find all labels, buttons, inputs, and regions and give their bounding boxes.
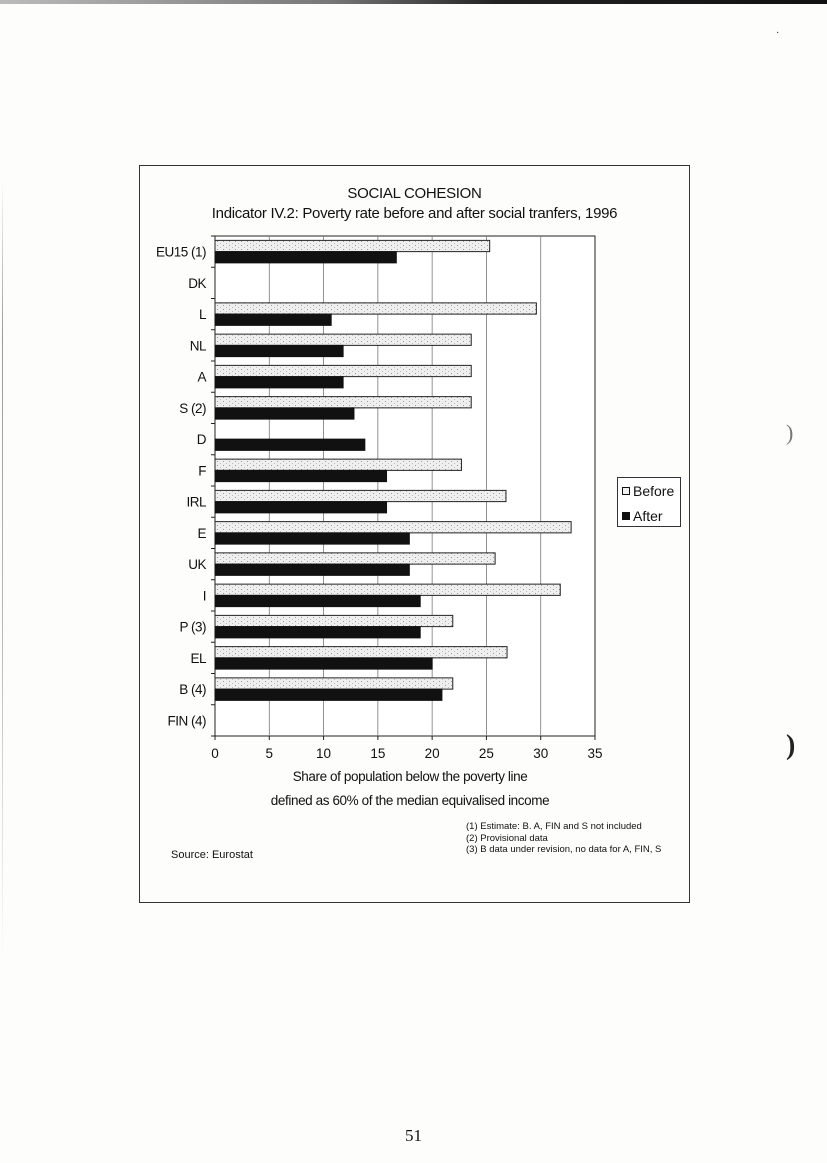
legend-item-after <box>622 507 663 525</box>
scan-speck: ) <box>786 730 796 761</box>
bar-after-2 <box>215 314 331 325</box>
legend-swatch-after <box>622 512 630 520</box>
y-tick-label: DK <box>188 275 206 291</box>
bar-after-6 <box>215 439 365 450</box>
y-tick-label: FIN (4) <box>167 713 206 729</box>
x-tick-label: 25 <box>478 746 494 761</box>
bar-after-14 <box>215 689 442 700</box>
y-tick-label: E <box>197 525 206 541</box>
y-tick-label: D <box>196 432 206 448</box>
scan-speck: · <box>776 28 780 39</box>
x-tick-label: 30 <box>533 746 549 761</box>
bar-after-8 <box>215 502 387 513</box>
y-tick-label: A <box>197 369 206 385</box>
y-tick-label: L <box>198 307 206 323</box>
bar-before-3 <box>215 334 471 345</box>
x-axis-label-line2: defined as 60% of the median equivalised income <box>270 793 550 808</box>
legend-label-after: After <box>633 508 663 524</box>
y-tick-label: I <box>202 588 206 604</box>
bar-before-0 <box>215 240 490 251</box>
bar-before-9 <box>215 522 571 533</box>
bar-after-13 <box>215 658 432 669</box>
footnote-1: (1) Estimate: B. A, FIN and S not included <box>466 821 642 832</box>
bar-before-11 <box>215 584 560 595</box>
y-tick-label: EL <box>190 650 206 666</box>
x-tick-label: 5 <box>265 746 274 761</box>
x-tick-label: 35 <box>587 746 603 761</box>
y-tick-label: P (3) <box>179 619 206 635</box>
plot-area <box>156 236 603 761</box>
x-axis-label: Share of population below the poverty line <box>292 769 528 784</box>
legend-swatch-before <box>622 487 630 495</box>
x-tick-label: 15 <box>370 746 386 761</box>
source-note: Source: Eurostat <box>171 849 253 861</box>
bar-after-12 <box>215 627 420 638</box>
bar-after-0 <box>215 252 396 263</box>
footnote-2: (2) Provisional data <box>466 832 548 844</box>
y-tick-label: F <box>198 463 206 479</box>
bar-after-4 <box>215 377 343 388</box>
chart-title: SOCIAL COHESION <box>347 185 482 202</box>
bar-before-8 <box>215 490 506 501</box>
scan-speck: ) <box>786 420 794 445</box>
y-tick-label: UK <box>188 557 206 573</box>
page-number: 51 <box>405 1126 422 1145</box>
y-tick-label: S (2) <box>179 400 206 416</box>
bar-before-7 <box>215 459 461 470</box>
bar-before-4 <box>215 365 471 376</box>
x-tick-label: 0 <box>211 746 219 761</box>
bar-before-14 <box>215 678 453 689</box>
chart-legend <box>617 477 681 527</box>
legend-item-before <box>622 482 674 500</box>
y-tick-label: B (4) <box>179 682 206 698</box>
y-tick-label: IRL <box>186 494 206 510</box>
bar-before-10 <box>215 553 495 564</box>
bar-after-11 <box>215 595 420 606</box>
bar-before-12 <box>215 615 453 626</box>
bar-before-2 <box>215 303 536 314</box>
legend-label-before: Before <box>633 483 675 499</box>
bar-before-13 <box>215 647 507 658</box>
bar-before-5 <box>215 397 471 408</box>
bar-after-5 <box>215 408 354 419</box>
bar-after-3 <box>215 345 343 356</box>
chart-subtitle: Indicator IV.2: Poverty rate before and after social tranfers, 1996 <box>211 205 618 222</box>
footnote-3: (3) B data under revision, no data for A, FIN, S <box>466 844 662 855</box>
bar-after-9 <box>215 533 409 544</box>
y-tick-label: EU15 (1) <box>155 244 206 260</box>
footnotes <box>466 821 671 856</box>
x-tick-label: 10 <box>316 746 332 761</box>
bar-after-7 <box>215 470 387 481</box>
bar-after-10 <box>215 564 409 575</box>
y-tick-label: NL <box>189 338 206 354</box>
x-tick-label: 20 <box>424 746 440 761</box>
